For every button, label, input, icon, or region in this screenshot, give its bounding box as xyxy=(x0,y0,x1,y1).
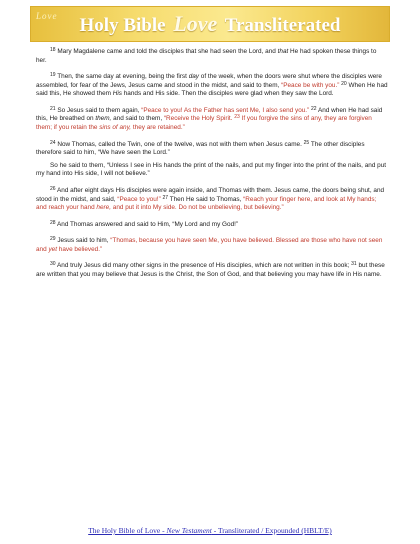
words-of-jesus: “Reach your finger here, and look at My hands; and reach your hand xyxy=(36,195,377,212)
words-of-jesus: they are retained.” xyxy=(131,124,185,132)
verse-number: 22 xyxy=(311,105,317,112)
words-of-jesus: If you forgive the sins of any, they are forgiven them; if you retain the xyxy=(36,115,372,132)
words-of-jesus-italic: sins of any, xyxy=(99,124,132,132)
banner-title-left: Holy Bible xyxy=(79,15,166,36)
words-of-jesus: have believed.” xyxy=(56,245,103,253)
verse-number: 20 xyxy=(341,80,347,87)
verse-number: 23 xyxy=(234,114,240,121)
banner-title xyxy=(80,11,341,37)
verse-text: Then He said to Thomas, xyxy=(169,195,244,203)
verse-text: hands and His side. Then the disciples were glad when they saw the Lord. xyxy=(121,90,334,98)
verse-number: 21 xyxy=(50,105,56,112)
verse-text: And truly Jesus did many other signs in the presence of His disciples, which are not written in this book; xyxy=(57,262,350,270)
paragraph-v25-cont xyxy=(36,162,388,179)
banner-title-right: Transliterated xyxy=(224,15,341,36)
words-of-jesus-italic: here, xyxy=(96,204,111,212)
banner-title-love: Love xyxy=(173,11,218,36)
words-of-jesus-italic: yet xyxy=(48,245,57,253)
verse-number: 18 xyxy=(50,47,56,53)
verse-number: 28 xyxy=(50,219,56,226)
footer-testament: New Testament xyxy=(166,526,212,535)
paragraph-v21-23 xyxy=(36,107,388,133)
paragraph-v19-20 xyxy=(36,73,388,99)
verse-italic: that xyxy=(277,48,289,55)
verse-text: When He had said this, He showed them xyxy=(36,81,388,98)
header-banner xyxy=(30,6,390,42)
words-of-jesus: “Peace to you!” xyxy=(117,195,161,203)
footer-suffix: - Transliterated / Expounded (HBLT/E) xyxy=(211,526,332,535)
verse-text: Now Thomas, called the Twin, one of the twelve, was not with them when Jesus came. xyxy=(57,140,302,148)
verse-text: Mary Magdalene came and told the disciples that she had seen the Lord, and xyxy=(57,48,278,55)
verse-text: And when He had said this, He breathed on xyxy=(36,106,383,123)
paragraph-v26-27 xyxy=(36,187,388,213)
verse-text: Jesus said to him, xyxy=(57,237,111,245)
verse-text: and said to them, xyxy=(111,115,164,123)
verse-text: And after eight days His disciples were again inside, and Thomas with them. Jesus came, the doors being shut, and stood in the midst, and said, xyxy=(36,186,385,203)
verse-number: 19 xyxy=(50,72,56,79)
words-of-jesus: and put it into My side. Do not be unbelieving, but believing.” xyxy=(110,204,284,212)
verse-text: Then, the same day at evening, being the first xyxy=(57,73,189,81)
words-of-jesus: “Peace be with you.” xyxy=(281,81,340,89)
footer-prefix: The Holy Bible of Love - xyxy=(88,526,167,535)
verse-text: but these are written that you may believe that Jesus is the Christ, the Son of God, and that believing you may have life in His name. xyxy=(36,262,385,278)
words-of-jesus: “Thomas, because you have seen Me, you have believed. Blessed are those who have not seen and xyxy=(36,237,383,253)
verse-text: So he said to them, “Unless I see in His hands the print of the nails, and put my finger into the print of the nails, and put my hand into His side, I will not believe.” xyxy=(36,161,387,178)
verse-text: of the week, when the doors were shut where the disciples were assembled, for fear of the Jews, Jesus came and stood in the midst, and said to them, xyxy=(36,73,382,89)
verse-number: 30 xyxy=(50,261,56,268)
paragraph-v24-25 xyxy=(36,141,388,158)
verse-text: So Jesus said to them again, xyxy=(57,106,142,114)
words-of-jesus: “Peace to you! As the Father has sent Me, I also send you.” xyxy=(141,106,310,114)
verse-text: And Thomas answered and said to Him, “My Lord and my God!” xyxy=(57,220,239,228)
words-of-jesus: “Receive the Holy Spirit. xyxy=(163,115,233,123)
paragraph-v28 xyxy=(36,221,388,230)
paragraph-v30-31 xyxy=(36,262,388,279)
verse-number: 24 xyxy=(50,139,56,146)
paragraph-v18 xyxy=(36,48,388,65)
verse-number: 31 xyxy=(351,261,357,268)
verse-number: 29 xyxy=(50,236,56,243)
banner-decoration: Love xyxy=(36,11,58,21)
verse-italic: day xyxy=(188,73,199,81)
verse-number: 25 xyxy=(303,139,310,146)
verse-italic: them, xyxy=(95,115,112,123)
verse-number: 27 xyxy=(162,194,169,201)
verse-italic: His xyxy=(112,90,122,98)
verse-number: 26 xyxy=(50,185,56,192)
scripture-text xyxy=(36,48,388,288)
verse-text: The other disciples therefore said to him, “We have seen the Lord.” xyxy=(36,140,365,157)
paragraph-v29 xyxy=(36,237,388,254)
verse-text: He had spoken these things to her. xyxy=(36,48,377,64)
footer-link[interactable] xyxy=(0,526,420,535)
